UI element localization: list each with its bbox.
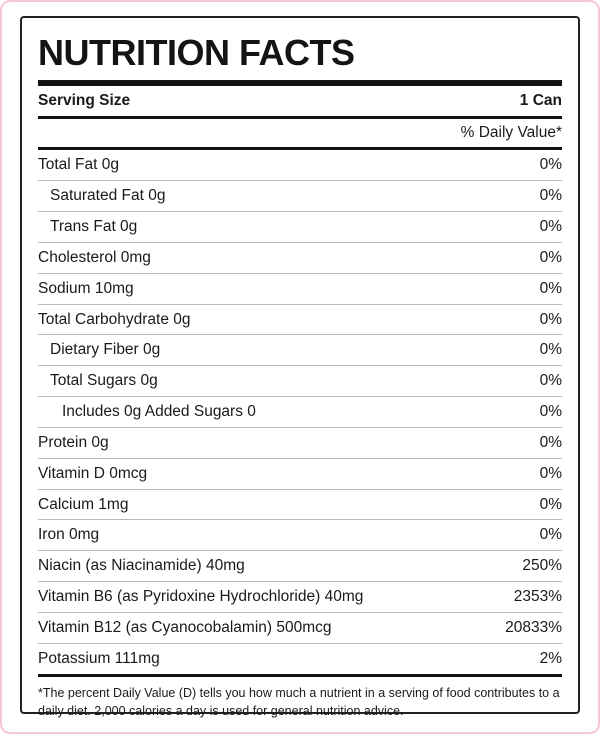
nutrient-name: Total Fat 0g [38, 156, 119, 174]
nutrient-row [38, 366, 562, 396]
nutrient-daily-value: 250% [522, 557, 562, 575]
nutrient-row [38, 582, 562, 612]
nutrient-daily-value: 0% [539, 218, 562, 236]
nutrient-name: Niacin (as Niacinamide) 40mg [38, 557, 245, 575]
nutrient-name: Protein 0g [38, 433, 109, 451]
nutrient-row [38, 212, 562, 242]
nutrition-facts-panel [20, 16, 580, 718]
nutrient-daily-value: 20833% [505, 618, 562, 636]
nutrient-daily-value: 0% [539, 372, 562, 390]
nutrient-row [38, 335, 562, 365]
nutrient-rows [38, 150, 562, 673]
nutrient-daily-value: 0% [539, 495, 562, 513]
serving-size-row [38, 86, 562, 116]
page-title: NUTRITION FACTS [38, 32, 355, 73]
nutrient-row [38, 274, 562, 304]
nutrient-row [38, 397, 562, 427]
nutrient-row [38, 613, 562, 643]
nutrient-name: Includes 0g Added Sugars 0 [62, 403, 256, 421]
nutrient-row [38, 150, 562, 180]
nutrient-daily-value: 0% [539, 187, 562, 205]
nutrient-daily-value: 2% [539, 649, 562, 667]
nutrient-daily-value: 0% [539, 248, 562, 266]
nutrient-name: Vitamin B6 (as Pyridoxine Hydrochloride) 40mg [38, 588, 364, 606]
serving-size-value: 1 Can [519, 91, 562, 109]
nutrient-daily-value: 0% [539, 526, 562, 544]
nutrient-name: Vitamin B12 (as Cyanocobalamin) 500mcg [38, 618, 332, 636]
nutrient-daily-value: 0% [539, 310, 562, 328]
nutrient-name: Sodium 10mg [38, 279, 134, 297]
nutrient-row [38, 490, 562, 520]
nutrient-name: Saturated Fat 0g [50, 187, 166, 205]
nutrient-row [38, 551, 562, 581]
nutrient-name: Total Sugars 0g [50, 372, 158, 390]
nutrient-row [38, 644, 562, 674]
nutrient-name: Total Carbohydrate 0g [38, 310, 191, 328]
nutrient-row [38, 243, 562, 273]
nutrient-daily-value: 0% [539, 433, 562, 451]
serving-size-label: Serving Size [38, 91, 131, 109]
nutrient-row [38, 520, 562, 550]
nutrient-name: Trans Fat 0g [50, 218, 138, 236]
nutrient-daily-value: 0% [539, 279, 562, 297]
nutrient-daily-value: 2353% [513, 588, 562, 606]
nutrient-name: Calcium 1mg [38, 495, 129, 513]
nutrient-daily-value: 0% [539, 341, 562, 359]
nutrient-daily-value: 0% [539, 156, 562, 174]
nutrient-name: Iron 0mg [38, 526, 100, 544]
nutrient-daily-value: 0% [539, 464, 562, 482]
nutrient-name: Dietary Fiber 0g [50, 341, 161, 359]
nutrient-name: Cholesterol 0mg [38, 248, 151, 266]
nutrient-row [38, 181, 562, 211]
footnote-text: *The percent Daily Value (D) tells you how much a nutrient in a serving of food contributes to a daily diet. 2,000 calories a day is used for general nutrition advice. [38, 685, 560, 718]
nutrient-name: Vitamin D 0mcg [38, 464, 148, 482]
daily-value-header: % Daily Value* [460, 123, 562, 141]
nutrient-row [38, 459, 562, 489]
nutrient-name: Potassium 111mg [38, 649, 160, 667]
nutrient-row [38, 428, 562, 458]
nutrient-daily-value: 0% [539, 403, 562, 421]
daily-value-header-row [38, 119, 562, 148]
nutrient-row [38, 305, 562, 335]
